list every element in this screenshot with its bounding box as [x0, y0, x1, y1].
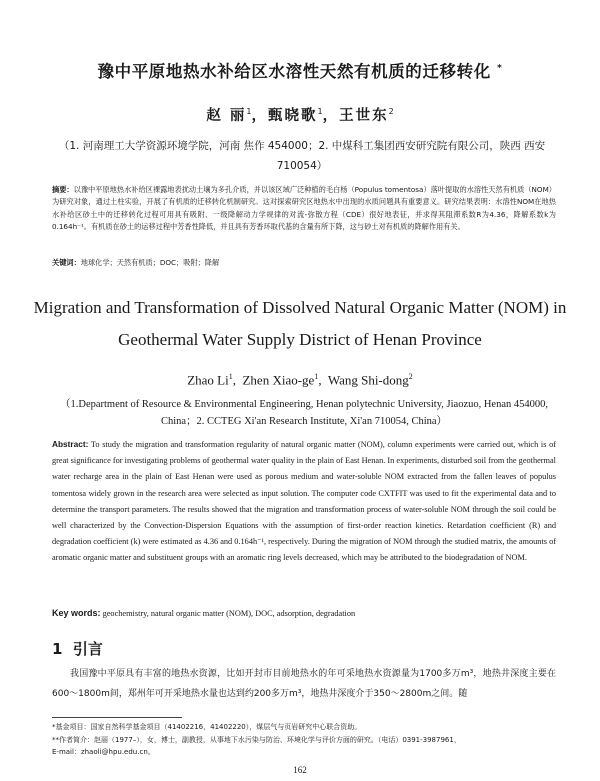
author-affiliation-mark: 2 — [408, 372, 413, 381]
author-name: 甄晓歌 — [267, 108, 318, 124]
footnote-email: E-mail：zhaoli@hpu.edu.cn。 — [52, 748, 155, 756]
title-footnote-mark: * — [497, 63, 503, 74]
chinese-keywords-text: 地球化学；天然有机质；DOC；吸附；降解 — [80, 258, 220, 267]
section-heading — [52, 638, 103, 659]
author-affiliation-mark: 1 — [314, 372, 319, 381]
author-name: 赵 丽 — [206, 108, 247, 124]
footnote-author-bio: **作者简介：赵丽（1977–），女，博士，副教授，从事地下水污染与防治、环境化学与评价方面的研究。（电话）0391-3987961， — [52, 735, 461, 744]
english-abstract-text: To study the migration and transformation regularity of natural organic matter (NOM), column experiments were carried out, which is of great significance for investigating problems of geothermal water quality in the plain of East Henan. In experiments, disturbed soil from the geothermal water recharge area in the plain of East Henan were used as porous medium and water-soluble NOM extracted from the fallen leaves of populus tomentosa widely grown in the research area were selected as input solution. The computer code CXTFIT was used to fit the experimental data and to determine the transport parameters. The results showed that the migration and transformation process of water-soluble NOM through the soil could be well characterized by the Convection-Dispersion Equations with the assumption of first-order reaction kinetics. Retardation coefficient (R) and degradation coefficient (k) were estimated as 4.36 and 0.164h⁻¹, respectively. During the migration of NOM through the studied matrix, the amounts of aromatic organic matter and substituent groups with an aromatic ring levels decreased, which may be attributed to the biodegradation of NOM. — [52, 440, 556, 563]
english-keywords — [52, 608, 556, 618]
english-keywords-text: geochemistry, natural organic matter (NOM), DOC, adsorption, degradation — [102, 609, 356, 618]
chinese-affiliation: （1. 河南理工大学资源环境学院，河南 焦作 454000；2. 中煤科工集团西安研究院有限公司，陕西 西安 710054） — [58, 140, 546, 172]
author-name: Zhao Li — [187, 372, 229, 388]
author-separator: ， — [251, 108, 268, 124]
footnote-funding: *基金项目：国家自然科学基金项目（41402216，41402220），煤层气与页岩研究中心联合资助。 — [52, 723, 362, 731]
author-affiliation-mark: 1 — [317, 107, 323, 117]
english-title-line: Migration and Transformation of Dissolved Natural Organic Matter (NOM) in — [33, 298, 567, 317]
introduction-paragraph: 我国豫中平原具有丰富的地热水资源，比如开封市目前地热水的年可采地热水资源量为1700多万m³，地热井深度主要在600～1800m间，郑州年可开采地热水量也达到约200多万m³，地热井深度介于350～2800m之间。随 — [52, 669, 556, 699]
page-number: 162 — [293, 765, 307, 775]
chinese-abstract-label: 摘要： — [52, 185, 74, 194]
author-affiliation-mark: 1 — [228, 372, 233, 381]
chinese-authors — [40, 104, 560, 125]
english-affiliation: （1.Department of Resource & Environmental Engineering, Henan polytechnic University, Jiaozuo, Henan 454000, China；2. CCTEG Xi'an Research Institute, Xi'an 710054, China） — [59, 399, 549, 427]
footnotes — [52, 721, 556, 759]
english-abstract — [52, 436, 556, 567]
author-separator: , — [318, 372, 328, 388]
author-name: Zhen Xiao-ge — [242, 372, 315, 388]
english-title — [30, 292, 570, 356]
author-name: Wang Shi-dong — [327, 372, 409, 388]
english-title-line: Geothermal Water Supply District of Henan Province — [118, 330, 482, 349]
author-affiliation-mark: 2 — [388, 107, 394, 117]
chinese-title — [40, 58, 560, 82]
english-authors — [30, 372, 570, 388]
chinese-keywords-label: 关键词： — [52, 258, 81, 267]
english-abstract-label: Abstract: — [52, 439, 89, 449]
author-separator: ， — [322, 108, 340, 124]
chinese-abstract — [52, 184, 556, 234]
author-affiliation-mark: 1 — [246, 107, 252, 117]
section-number: 1 — [52, 640, 63, 658]
english-keywords-label: Key words: — [52, 608, 101, 618]
chinese-keywords — [52, 258, 556, 268]
chinese-title-text: 豫中平原地热水补给区水溶性天然有机质的迁移转化 — [97, 62, 491, 81]
section-title: 引言 — [72, 640, 103, 658]
author-name: 王世东 — [339, 108, 389, 124]
chinese-abstract-text: 以豫中平原地热水补给区裸露地表扰动土壤为多孔介质，并以该区域广泛种植的毛白杨（Populus tomentosa）落叶提取的水溶性天然有机质（NOM）为研究对象，通过土柱实验，开展了有机质的迁移转化机制研究。这对探索研究区地热水中出现的水质问题具有重要意义。研究结果表明：水溶性NOM在地热水补给区砂土中的迁移转化过程可用具有吸附、一级降解动力学规律的对流-弥散方程（CDE）很好地表征，并求得其阻滞系数R为4.36，降解系数k为0.164h⁻¹。有机质在砂土的运移过程中芳香性降低，并且具有芳香环取代基的含量有所下降，这与砂土对有机质的降解作用有关。 — [52, 185, 556, 232]
footnote-divider — [52, 717, 182, 718]
author-separator: , — [232, 372, 243, 388]
